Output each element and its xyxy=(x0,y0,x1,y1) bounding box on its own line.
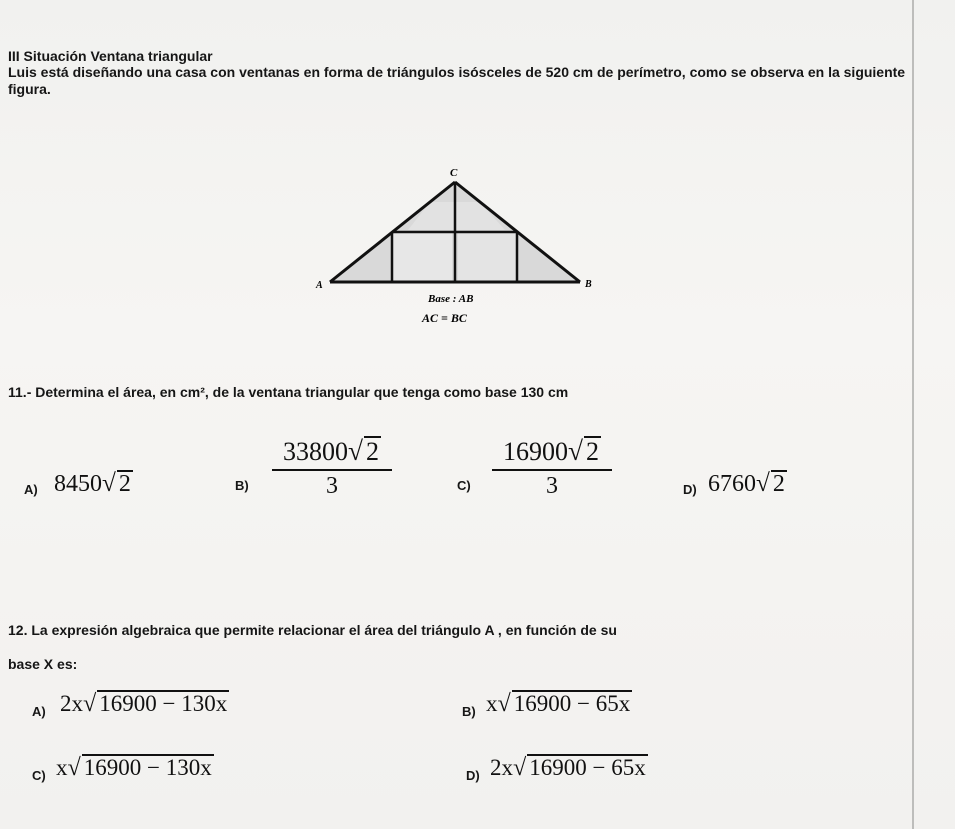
q11-option-d-letter[interactable]: D) xyxy=(683,482,697,497)
q12-option-d-letter[interactable]: D) xyxy=(466,768,480,783)
q12-a-coef: 2x xyxy=(60,691,83,716)
question-12-line2: base X es: xyxy=(8,656,78,672)
q12-option-c[interactable] xyxy=(56,754,214,782)
window-pane-left xyxy=(392,233,452,282)
radical-icon: √ xyxy=(348,436,363,466)
q11-d-radicand: 2 xyxy=(772,471,785,497)
q11-c-denominator: 3 xyxy=(546,473,558,499)
label-a: A xyxy=(316,280,323,291)
q12-option-d[interactable] xyxy=(490,754,648,782)
q11-b-denominator: 3 xyxy=(326,473,338,499)
q12-a-radicand: 16900 − 130x xyxy=(99,691,228,716)
radical-icon: √ xyxy=(102,470,116,497)
radical-icon: √ xyxy=(83,690,97,717)
radical-icon: √ xyxy=(513,754,527,781)
q12-b-coef: x xyxy=(486,691,498,716)
q12-c-coef: x xyxy=(56,755,68,780)
q12-option-a-letter[interactable]: A) xyxy=(32,704,46,719)
triangle-window-figure xyxy=(300,160,620,340)
window-pane-right xyxy=(458,233,516,282)
q11-b-radicand: 2 xyxy=(365,437,379,466)
q11-c-radicand: 2 xyxy=(585,437,599,466)
radical-icon: √ xyxy=(497,690,511,717)
page-edge xyxy=(912,0,914,829)
q12-option-c-letter[interactable]: C) xyxy=(32,768,46,783)
q12-d-radicand: 16900 − 65x xyxy=(529,755,646,780)
q12-c-radicand: 16900 − 130x xyxy=(83,755,212,780)
q12-b-radicand: 16900 − 65x xyxy=(513,691,631,716)
q12-option-a[interactable] xyxy=(60,690,229,718)
q11-c-coef: 16900 xyxy=(503,437,568,466)
question-12-line1: 12. La expresión algebraica que permite relacionar el área del triángulo A , en función de su xyxy=(8,622,617,638)
caption-base: Base : AB xyxy=(428,293,474,305)
caption-sides: AC = BC xyxy=(422,311,467,325)
q11-option-a[interactable] xyxy=(54,470,133,498)
label-b: B xyxy=(585,279,592,290)
q11-option-b[interactable] xyxy=(272,436,392,500)
intro-paragraph: Luis está diseñando una casa con ventanas en forma de triángulos isósceles de 520 cm de perímetro, como se observa en la siguiente figura. xyxy=(8,64,906,97)
q12-option-b-letter[interactable]: B) xyxy=(462,704,476,719)
label-c: C xyxy=(450,167,458,179)
q11-option-d[interactable] xyxy=(708,470,787,498)
fraction-bar xyxy=(272,469,392,471)
q11-option-b-letter[interactable]: B) xyxy=(235,478,249,493)
radical-icon: √ xyxy=(67,754,81,781)
q11-b-coef: 33800 xyxy=(283,437,348,466)
q11-option-a-letter[interactable]: A) xyxy=(24,482,38,497)
fraction-bar xyxy=(492,469,612,471)
question-11: 11.- Determina el área, en cm², de la ventana triangular que tenga como base 130 cm xyxy=(8,384,569,400)
q11-a-radicand: 2 xyxy=(118,471,131,497)
q11-a-coef: 8450 xyxy=(54,471,102,497)
q12-option-b[interactable] xyxy=(486,690,632,718)
q11-d-coef: 6760 xyxy=(708,471,756,497)
radical-icon: √ xyxy=(568,436,583,466)
q11-option-c-letter[interactable]: C) xyxy=(457,478,471,493)
radical-icon: √ xyxy=(756,470,770,497)
q11-option-c[interactable] xyxy=(492,436,612,500)
section-title: III Situación Ventana triangular xyxy=(8,48,213,64)
q12-d-coef: 2x xyxy=(490,755,513,780)
